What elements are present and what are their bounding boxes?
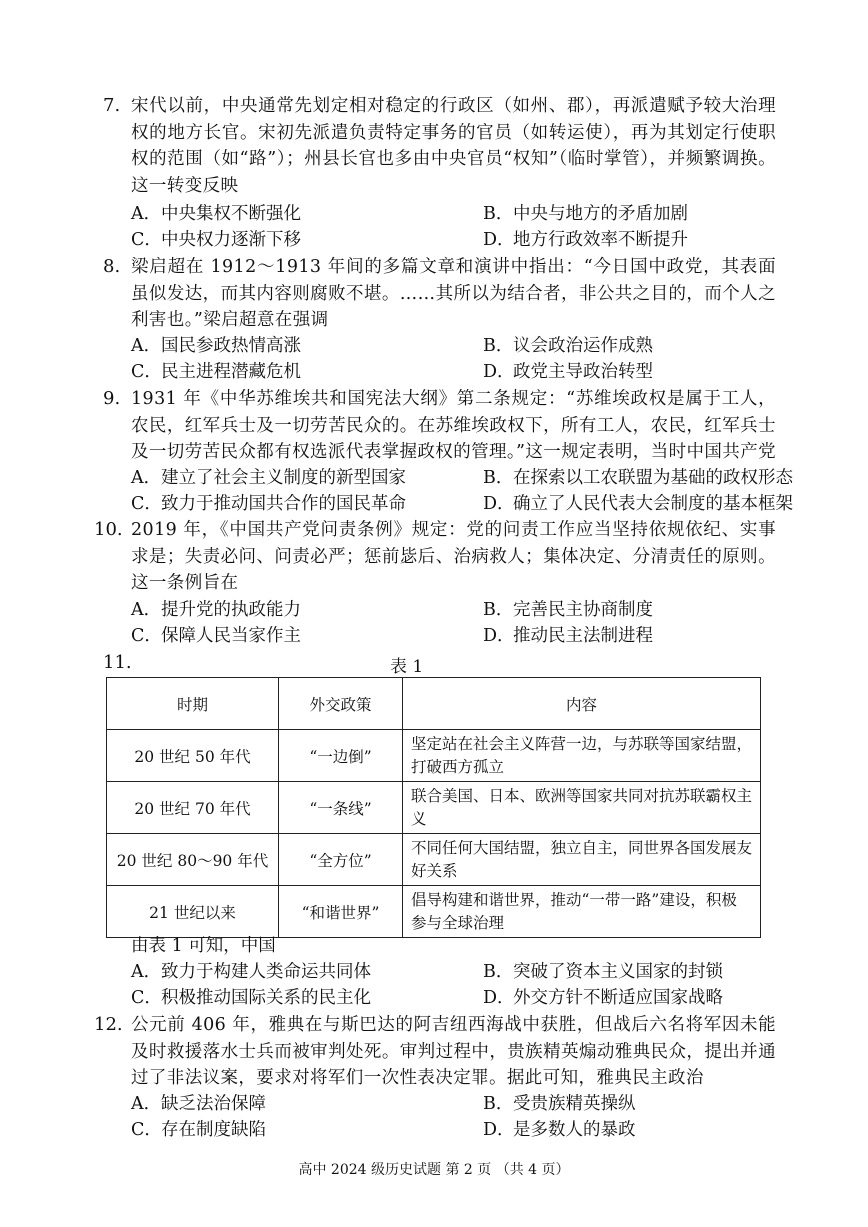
option-text: 中央权力逐渐下移: [161, 230, 301, 250]
option-letter: C．: [131, 626, 162, 646]
question-stem: 1931 年《中华苏维埃共和国宪法大纲》第二条规定：“苏维埃政权是属于工人，农民，红军兵士及一切劳苦民众的。在苏维埃政权下，所有工人，农民，红军兵士及一切劳苦民众都有权选派代表掌握政权的管理。”这一规定表明，当时中国共产党: [131, 389, 776, 462]
table-row: [107, 730, 761, 782]
table-cell-policy: “和谐世界”: [279, 886, 403, 938]
option-letter: D．: [483, 494, 515, 514]
option-c: [131, 491, 406, 517]
option-letter: B．: [483, 204, 514, 224]
question-number: 10.: [94, 519, 123, 540]
option-b: [483, 597, 653, 623]
option-c: [131, 227, 301, 253]
table-cell-policy: “一边倒”: [279, 730, 403, 782]
option-text: 民主进程潜藏危机: [161, 362, 301, 382]
option-a: [131, 333, 301, 359]
option-c: [131, 1117, 266, 1143]
option-letter: C．: [131, 362, 162, 382]
option-letter: A．: [131, 600, 162, 620]
table-cell-content: 坚定站在社会主义阵营一边，与苏联等国家结盟，打破西方孤立: [403, 730, 761, 782]
option-letter: D．: [483, 1120, 515, 1140]
question-number: 7.: [103, 95, 121, 116]
option-text: 缺乏法治保障: [161, 1094, 266, 1114]
question-number: 12.: [94, 1014, 123, 1035]
question-number: 8.: [103, 256, 121, 277]
option-letter: A．: [131, 204, 162, 224]
option-letter: A．: [131, 962, 162, 982]
question-stem: 公元前 406 年，雅典在与斯巴达的阿吉纽西海战中获胜，但战后六名将军因未能及时救援落水士兵而被审判处死。审判过程中，贵族精英煽动雅典民众，提出并通过了非法议案，要求对将军们一次性表决定罪。据此可知，雅典民主政治: [131, 1015, 776, 1088]
option-letter: B．: [483, 962, 514, 982]
option-d: [483, 1117, 636, 1143]
table-header-row: [107, 678, 761, 730]
table-cell-period: 20 世纪 50 年代: [107, 730, 279, 782]
option-a: [131, 597, 301, 623]
option-text: 中央集权不断强化: [161, 204, 301, 224]
table-cell-period: 21 世纪以来: [107, 886, 279, 938]
option-a: [131, 1091, 266, 1117]
option-text: 是多数人的暴政: [513, 1120, 636, 1140]
option-text: 确立了人民代表大会制度的基本框架: [513, 494, 793, 514]
question-stem: 由表 1 可知，中国: [131, 936, 276, 956]
option-b: [483, 333, 653, 359]
option-d: [483, 359, 653, 385]
option-letter: B．: [483, 1094, 514, 1114]
option-letter: D．: [483, 230, 515, 250]
option-letter: B．: [483, 468, 514, 488]
table-header: 时期: [107, 678, 279, 730]
option-letter: D．: [483, 626, 515, 646]
option-c: [131, 623, 301, 649]
table-cell-policy: “一条线”: [279, 782, 403, 834]
question-stem: 2019 年，《中国共产党问责条例》规定：党的问责工作应当坚持依规依纪、实事求是；失责必问、问责必严；惩前毖后、治病救人；集体决定、分清责任的原则。这一条例旨在: [131, 520, 776, 593]
option-d: [483, 985, 723, 1011]
table-cell-content: 不同任何大国结盟，独立自主，同世界各国发展友好关系: [403, 834, 761, 886]
table-row: [107, 782, 761, 834]
option-text: 推动民主法制进程: [513, 626, 653, 646]
option-text: 存在制度缺陷: [161, 1120, 266, 1140]
option-b: [483, 465, 793, 491]
option-text: 致力于推动国共合作的国民革命: [161, 494, 406, 514]
option-letter: C．: [131, 988, 162, 1008]
question-number: 9.: [103, 388, 121, 409]
option-letter: B．: [483, 600, 514, 620]
table-header: 内容: [403, 678, 761, 730]
option-text: 外交方针不断适应国家战略: [513, 988, 723, 1008]
table-cell-content: 倡导构建和谐世界，推动“一带一路”建设，积极参与全球治理: [403, 886, 761, 938]
option-text: 完善民主协商制度: [513, 600, 653, 620]
option-a: [131, 959, 371, 985]
option-text: 地方行政效率不断提升: [513, 230, 688, 250]
option-text: 致力于构建人类命运共同体: [161, 962, 371, 982]
option-letter: C．: [131, 1120, 162, 1140]
table-caption: 表 1: [390, 657, 424, 677]
option-b: [483, 959, 723, 985]
table-header: 外交政策: [279, 678, 403, 730]
question-stem: 梁启超在 1912～1913 年间的多篇文章和演讲中指出：“今日国中政党，其表面虽似发达，而其内容则腐败不堪。……其所以为结合者，非公共之目的，而个人之利害也。”梁启超意在强调: [131, 257, 776, 330]
option-letter: B．: [483, 336, 514, 356]
option-text: 中央与地方的矛盾加剧: [513, 204, 688, 224]
table-cell-period: 20 世纪 70 年代: [107, 782, 279, 834]
table-row: [107, 834, 761, 886]
option-b: [483, 1091, 636, 1117]
option-b: [483, 201, 688, 227]
option-text: 国民参政热情高涨: [161, 336, 301, 356]
option-a: [131, 201, 301, 227]
page-footer: 高中 2024 级历史试题 第 2 页 （共 4 页）: [298, 1162, 570, 1178]
option-letter: D．: [483, 988, 515, 1008]
table-row: [107, 886, 761, 938]
option-c: [131, 359, 301, 385]
option-c: [131, 985, 371, 1011]
option-text: 提升党的执政能力: [161, 600, 301, 620]
option-letter: C．: [131, 494, 162, 514]
option-text: 议会政治运作成熟: [513, 336, 653, 356]
option-letter: A．: [131, 468, 162, 488]
option-text: 积极推动国际关系的民主化: [161, 988, 371, 1008]
option-text: 保障人民当家作主: [161, 626, 301, 646]
option-d: [483, 227, 688, 253]
option-text: 在探索以工农联盟为基础的政权形态: [513, 468, 793, 488]
option-text: 建立了社会主义制度的新型国家: [161, 468, 406, 488]
option-letter: A．: [131, 1094, 162, 1114]
option-letter: A．: [131, 336, 162, 356]
option-text: 突破了资本主义国家的封锁: [513, 962, 723, 982]
question-number: 11.: [103, 652, 132, 673]
option-text: 受贵族精英操纵: [513, 1094, 636, 1114]
option-d: [483, 491, 793, 517]
option-letter: D．: [483, 362, 515, 382]
option-a: [131, 465, 406, 491]
foreign-policy-table: [106, 677, 761, 938]
option-letter: C．: [131, 230, 162, 250]
table-cell-period: 20 世纪 80～90 年代: [107, 834, 279, 886]
option-d: [483, 623, 653, 649]
table-cell-content: 联合美国、日本、欧洲等国家共同对抗苏联霸权主义: [403, 782, 761, 834]
option-text: 政党主导政治转型: [513, 362, 653, 382]
table-cell-policy: “全方位”: [279, 834, 403, 886]
question-stem: 宋代以前，中央通常先划定相对稳定的行政区（如州、郡），再派遣赋予较大治理权的地方长官。宋初先派遣负责特定事务的官员（如转运使），再为其划定行使职权的范围（如“路”）；州县长官也多由中央官员“权知”（临时掌管），并频繁调换。这一转变反映: [131, 96, 776, 196]
